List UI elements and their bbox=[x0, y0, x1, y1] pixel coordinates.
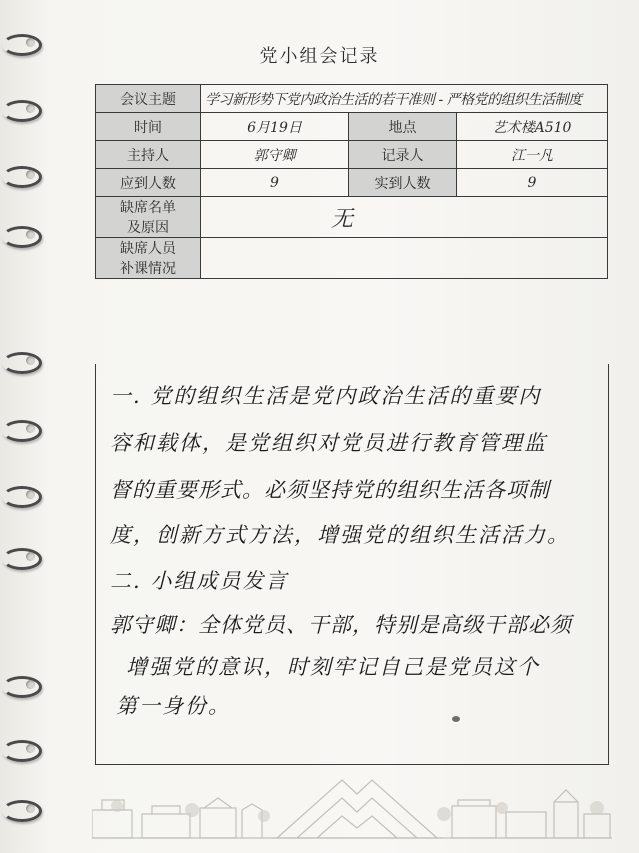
ring-hole bbox=[26, 170, 35, 179]
topic-row bbox=[96, 85, 608, 113]
time-label: 时间 bbox=[96, 113, 201, 141]
binder-ring-icon bbox=[2, 486, 42, 508]
body-line-1: 一. 党的组织生活是党内政治生活的重要内 bbox=[110, 384, 542, 408]
time-place-row bbox=[96, 113, 608, 141]
ring-hole bbox=[26, 356, 35, 365]
absent-label-line2: 及原因 bbox=[127, 220, 169, 236]
absent-label-line1: 缺席名单 bbox=[120, 200, 176, 216]
binder-ring-icon bbox=[2, 166, 42, 188]
actual-label: 实到人数 bbox=[349, 169, 457, 197]
absent-row bbox=[96, 197, 608, 238]
binder-ring-icon bbox=[2, 676, 42, 698]
host-recorder-row bbox=[96, 141, 608, 169]
expected-value: 9 bbox=[201, 169, 349, 197]
binder-ring-icon bbox=[2, 420, 42, 442]
body-line-4: 度，创新方式方法，增强党的组织生活活力。 bbox=[110, 523, 570, 547]
makeup-row bbox=[96, 238, 608, 279]
ring-hole bbox=[26, 680, 35, 689]
binder-ring-icon bbox=[2, 800, 42, 822]
makeup-label-line1: 缺席人员 bbox=[120, 241, 176, 257]
body-line-6: 郭守卿：全体党员、干部，特别是高级干部必须 bbox=[110, 613, 572, 637]
makeup-value bbox=[201, 238, 608, 279]
binder-ring-icon bbox=[2, 100, 42, 122]
campus-building-sketch bbox=[92, 770, 612, 840]
binder-ring-icon bbox=[2, 226, 42, 248]
expected-label: 应到人数 bbox=[96, 169, 201, 197]
ring-hole bbox=[26, 230, 35, 239]
attendance-row bbox=[96, 169, 608, 197]
actual-value: 9 bbox=[457, 169, 608, 197]
binder-rings bbox=[0, 0, 44, 853]
topic-label: 会议主题 bbox=[96, 85, 201, 113]
place-label: 地点 bbox=[349, 113, 457, 141]
ring-hole bbox=[26, 104, 35, 113]
ring-hole bbox=[26, 744, 35, 753]
host-value: 郭守卿 bbox=[201, 141, 349, 169]
makeup-label-line2: 补课情况 bbox=[120, 261, 176, 277]
absent-value: 无 bbox=[331, 206, 354, 232]
host-label: 主持人 bbox=[96, 141, 201, 169]
absent-value-cell bbox=[201, 197, 608, 238]
ink-smudge bbox=[452, 716, 460, 722]
absent-label bbox=[96, 197, 201, 238]
makeup-label bbox=[96, 238, 201, 279]
recorder-value: 江一凡 bbox=[457, 141, 608, 169]
ring-hole bbox=[26, 552, 35, 561]
binder-ring-icon bbox=[2, 740, 42, 762]
ring-hole bbox=[26, 424, 35, 433]
body-line-3: 督的重要形式。必须坚持党的组织生活各项制 bbox=[110, 478, 550, 502]
topic-value: 学习新形势下党内政治生活的若干准则 - 严格党的组织生活制度 bbox=[201, 85, 608, 113]
ring-hole bbox=[26, 490, 35, 499]
binder-ring-icon bbox=[2, 548, 42, 570]
recorder-label: 记录人 bbox=[349, 141, 457, 169]
body-line-7: 增强党的意识，时刻牢记自己是党员这个 bbox=[126, 655, 540, 679]
time-value: 6月19日 bbox=[201, 113, 349, 141]
meeting-info-table bbox=[95, 84, 608, 279]
ring-hole bbox=[26, 804, 35, 813]
body-line-2: 容和载体，是党组织对党员进行教育管理监 bbox=[110, 431, 547, 455]
body-line-5: 二. 小组成员发言 bbox=[110, 569, 289, 593]
body-line-8: 第一身份。 bbox=[116, 694, 231, 718]
place-value: 艺术楼A510 bbox=[457, 113, 608, 141]
binder-ring-icon bbox=[2, 352, 42, 374]
page-title: 党小组会记录 bbox=[259, 46, 380, 67]
